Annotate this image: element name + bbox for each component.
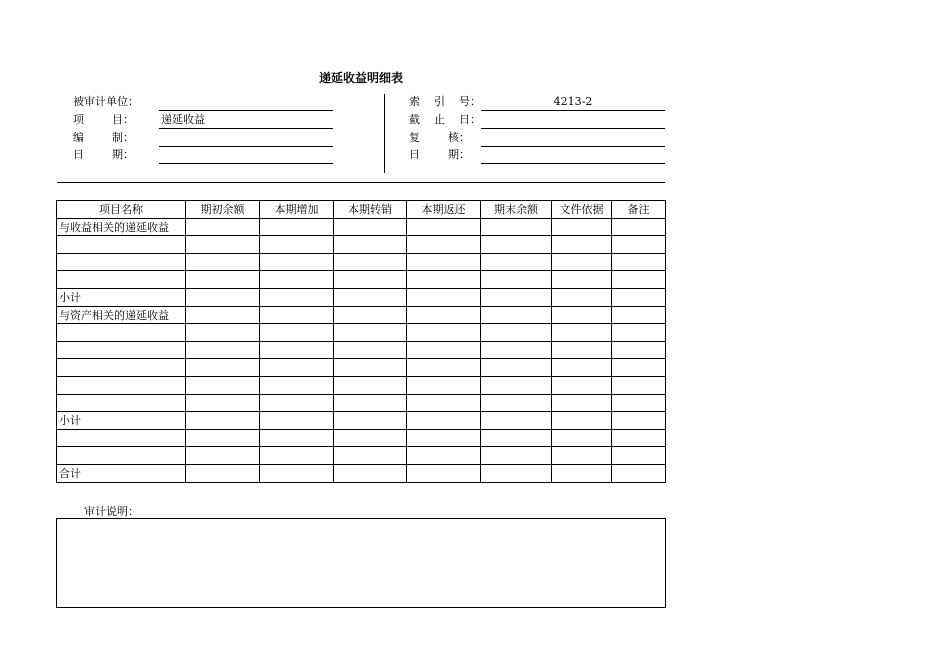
table-cell[interactable] — [481, 253, 552, 271]
index-number-field-line — [481, 110, 665, 111]
table-cell[interactable] — [407, 429, 481, 447]
table-cell[interactable] — [407, 288, 481, 306]
table-cell[interactable] — [334, 394, 407, 412]
table-cell[interactable] — [334, 429, 407, 447]
table-cell[interactable] — [186, 324, 260, 342]
row-label-cell[interactable] — [57, 324, 186, 342]
index-number-label: 索 引 号： — [409, 95, 481, 108]
table-cell[interactable] — [481, 271, 552, 289]
column-header: 期初余额 — [186, 201, 260, 219]
table-cell[interactable] — [552, 288, 612, 306]
table-header-row — [57, 201, 666, 219]
table-cell[interactable] — [612, 376, 666, 394]
table-cell[interactable] — [260, 253, 334, 271]
table-cell[interactable] — [612, 218, 666, 236]
table-cell[interactable] — [481, 394, 552, 412]
page-title: 递延收益明细表 — [318, 71, 403, 85]
project-label: 项 目： — [73, 113, 134, 126]
row-label-cell[interactable]: 与资产相关的递延收益 — [57, 306, 186, 324]
row-label-cell[interactable] — [57, 253, 186, 271]
table-row — [57, 236, 666, 254]
row-label-cell[interactable]: 小计 — [57, 288, 186, 306]
column-header: 备注 — [612, 201, 666, 219]
index-number-value[interactable]: 4213-2 — [553, 95, 593, 108]
cutoff-date-field-line — [481, 128, 665, 129]
row-label-cell[interactable]: 与收益相关的递延收益 — [57, 218, 186, 236]
row-label-cell[interactable] — [57, 447, 186, 465]
table-cell[interactable] — [612, 324, 666, 342]
row-label-cell[interactable]: 合计 — [57, 464, 186, 482]
row-label-cell[interactable]: 小计 — [57, 412, 186, 430]
table-cell[interactable] — [260, 271, 334, 289]
table-cell[interactable] — [334, 253, 407, 271]
table-cell[interactable] — [612, 236, 666, 254]
deferred-income-table — [56, 200, 666, 483]
table-cell[interactable] — [552, 447, 612, 465]
audit-notes-box[interactable] — [56, 518, 666, 608]
table-cell[interactable] — [334, 271, 407, 289]
table-cell[interactable] — [186, 464, 260, 482]
table-cell[interactable] — [186, 429, 260, 447]
table-cell[interactable] — [552, 359, 612, 377]
table-cell[interactable] — [481, 464, 552, 482]
row-label-cell[interactable] — [57, 429, 186, 447]
table-cell[interactable] — [334, 306, 407, 324]
table-cell[interactable] — [186, 447, 260, 465]
preparer-label: 编 制： — [73, 131, 134, 144]
table-cell[interactable] — [612, 306, 666, 324]
table-cell[interactable] — [612, 447, 666, 465]
table-cell[interactable] — [552, 412, 612, 430]
column-header: 期末余额 — [481, 201, 552, 219]
table-cell[interactable] — [260, 464, 334, 482]
table-cell[interactable] — [481, 376, 552, 394]
table-cell[interactable] — [260, 236, 334, 254]
header-rule — [57, 182, 665, 183]
table-cell[interactable] — [552, 271, 612, 289]
reviewer-label: 复 核： — [409, 131, 470, 144]
column-header: 项目名称 — [57, 201, 186, 219]
row-label-cell[interactable] — [57, 341, 186, 359]
table-cell[interactable] — [552, 394, 612, 412]
cutoff-date-label: 截 止 日： — [409, 113, 481, 126]
table-cell[interactable] — [481, 429, 552, 447]
table-cell[interactable] — [612, 341, 666, 359]
table-cell[interactable] — [407, 447, 481, 465]
table-cell[interactable] — [334, 288, 407, 306]
table-row — [57, 306, 666, 324]
table-cell[interactable] — [481, 306, 552, 324]
project-value[interactable]: 递延收益 — [161, 113, 205, 126]
table-row — [57, 394, 666, 412]
column-header: 本期增加 — [260, 201, 334, 219]
table-row — [57, 218, 666, 236]
table-cell[interactable] — [407, 464, 481, 482]
table-cell[interactable] — [481, 236, 552, 254]
auditee-label: 被审计单位： — [73, 95, 139, 108]
table-cell[interactable] — [552, 341, 612, 359]
table-cell[interactable] — [407, 341, 481, 359]
project-field-line — [159, 128, 333, 129]
table-cell[interactable] — [407, 253, 481, 271]
table-cell[interactable] — [186, 271, 260, 289]
table-cell[interactable] — [612, 271, 666, 289]
table-cell[interactable] — [186, 218, 260, 236]
prepared-date-field-line — [159, 163, 333, 164]
table-cell[interactable] — [407, 271, 481, 289]
table-cell[interactable] — [260, 447, 334, 465]
table-cell[interactable] — [186, 376, 260, 394]
table-cell[interactable] — [612, 359, 666, 377]
column-header: 文件依据 — [552, 201, 612, 219]
row-label-cell[interactable] — [57, 359, 186, 377]
table-cell[interactable] — [334, 324, 407, 342]
table-cell[interactable] — [260, 359, 334, 377]
table-row — [57, 376, 666, 394]
table-cell[interactable] — [186, 412, 260, 430]
table-row — [57, 464, 666, 482]
table-row — [57, 253, 666, 271]
table-cell[interactable] — [260, 306, 334, 324]
table-body — [57, 218, 666, 482]
table-cell[interactable] — [186, 394, 260, 412]
table-cell[interactable] — [334, 412, 407, 430]
table-cell[interactable] — [407, 218, 481, 236]
table-cell[interactable] — [481, 341, 552, 359]
table-cell[interactable] — [407, 376, 481, 394]
reviewer-field-line — [481, 146, 665, 147]
table-cell[interactable] — [334, 341, 407, 359]
audit-notes-label: 审计说明： — [84, 505, 139, 518]
table-cell[interactable] — [260, 218, 334, 236]
table-row — [57, 447, 666, 465]
table-cell[interactable] — [481, 288, 552, 306]
auditee-field-line — [159, 110, 333, 111]
row-label-cell[interactable] — [57, 236, 186, 254]
row-label-cell[interactable] — [57, 394, 186, 412]
table-cell[interactable] — [334, 447, 407, 465]
table-cell[interactable] — [334, 464, 407, 482]
header-divider — [384, 94, 385, 173]
table-cell[interactable] — [552, 376, 612, 394]
review-date-label: 日 期： — [409, 148, 470, 161]
table-cell[interactable] — [612, 429, 666, 447]
table-cell[interactable] — [334, 376, 407, 394]
table-cell[interactable] — [481, 324, 552, 342]
table-cell[interactable] — [407, 359, 481, 377]
table-cell[interactable] — [186, 288, 260, 306]
table-cell[interactable] — [481, 218, 552, 236]
table-cell[interactable] — [612, 394, 666, 412]
table-cell[interactable] — [552, 218, 612, 236]
table-cell[interactable] — [186, 306, 260, 324]
table-cell[interactable] — [260, 376, 334, 394]
table-row — [57, 359, 666, 377]
table-cell[interactable] — [612, 288, 666, 306]
table-row — [57, 341, 666, 359]
table-cell[interactable] — [481, 359, 552, 377]
table-cell[interactable] — [260, 288, 334, 306]
table-cell[interactable] — [186, 359, 260, 377]
table-cell[interactable] — [552, 429, 612, 447]
table-cell[interactable] — [334, 236, 407, 254]
table-cell[interactable] — [481, 412, 552, 430]
table-row — [57, 288, 666, 306]
table-cell[interactable] — [260, 394, 334, 412]
table-cell[interactable] — [552, 236, 612, 254]
table-cell[interactable] — [612, 412, 666, 430]
column-header: 本期返还 — [407, 201, 481, 219]
prepared-date-label: 日 期： — [73, 148, 134, 161]
table-row — [57, 429, 666, 447]
table-cell[interactable] — [260, 429, 334, 447]
table-cell[interactable] — [612, 464, 666, 482]
table-cell[interactable] — [407, 394, 481, 412]
table-cell[interactable] — [186, 341, 260, 359]
review-date-field-line — [481, 163, 665, 164]
table-cell[interactable] — [552, 324, 612, 342]
table-cell[interactable] — [260, 341, 334, 359]
table-cell[interactable] — [407, 324, 481, 342]
table-cell[interactable] — [481, 447, 552, 465]
table-cell[interactable] — [260, 324, 334, 342]
table-row — [57, 271, 666, 289]
table-cell[interactable] — [334, 218, 407, 236]
table-cell[interactable] — [407, 412, 481, 430]
table-cell[interactable] — [552, 253, 612, 271]
table-cell[interactable] — [334, 359, 407, 377]
table-cell[interactable] — [407, 306, 481, 324]
column-header: 本期转销 — [334, 201, 407, 219]
table-row — [57, 324, 666, 342]
row-label-cell[interactable] — [57, 271, 186, 289]
preparer-field-line — [159, 146, 333, 147]
row-label-cell[interactable] — [57, 376, 186, 394]
table-cell[interactable] — [612, 253, 666, 271]
table-row — [57, 412, 666, 430]
table-cell[interactable] — [186, 253, 260, 271]
table-cell[interactable] — [186, 236, 260, 254]
table-cell[interactable] — [552, 306, 612, 324]
table-cell[interactable] — [260, 412, 334, 430]
table-cell[interactable] — [552, 464, 612, 482]
table-cell[interactable] — [407, 236, 481, 254]
